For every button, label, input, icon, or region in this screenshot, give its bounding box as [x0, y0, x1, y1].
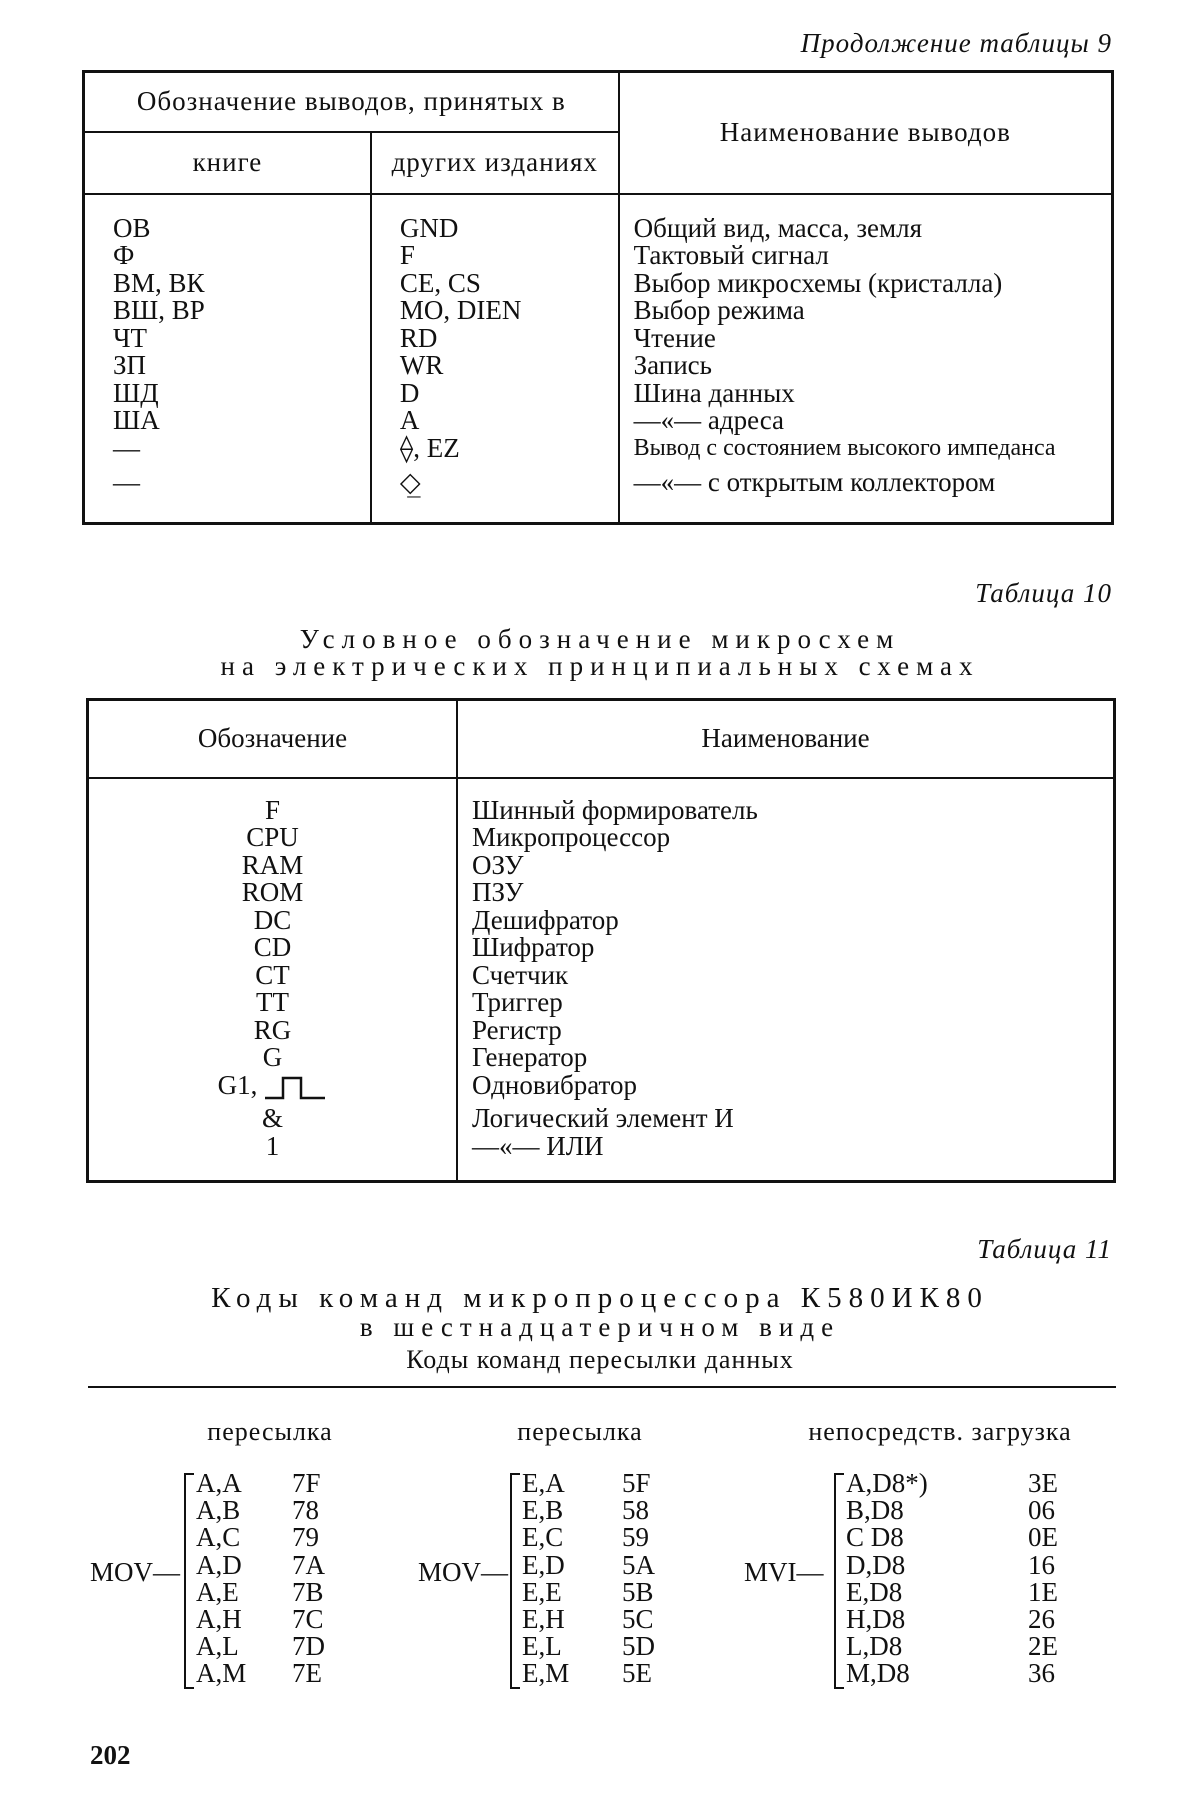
- group2-mnemonic: MOV—: [418, 1557, 509, 1587]
- group2-operand-6: E,H: [522, 1603, 565, 1634]
- table10-header-name: Наименование: [457, 700, 1115, 778]
- table10-symbol-cell-4: ROM: [241, 877, 304, 907]
- group3-codes: [1028, 1470, 1058, 1688]
- table9-name-cell-10: —«— с открытым коллектором: [633, 466, 996, 497]
- table9-book-cell-1: ОВ: [113, 212, 151, 243]
- group2-operand-3: E,C: [522, 1522, 564, 1553]
- group3-operand-6: H,D8: [846, 1603, 906, 1634]
- table10-header-symbol: Обозначение: [88, 700, 458, 778]
- table10-symbol-cell-5: DC: [253, 904, 292, 935]
- table9: [82, 70, 1114, 525]
- table10-symbol-cell-10: G: [262, 1042, 283, 1072]
- table9-name-cell-8: —«— адреса: [633, 405, 785, 435]
- table10-name-cell-1: Шинный формирователь: [472, 794, 758, 825]
- group3-heading: непосредств. загрузка: [808, 1417, 1072, 1446]
- group1-operand-8: A,M: [196, 1658, 247, 1689]
- table9-book-cell-8: ША: [113, 405, 160, 435]
- group3-code-7: 2E: [1028, 1631, 1058, 1662]
- table10-name-cell-4: ПЗУ: [472, 877, 524, 907]
- group3-code-1: 3E: [1028, 1468, 1058, 1498]
- group1-code-2: 78: [292, 1495, 319, 1526]
- table10-name-cell-12: Логический элемент И: [472, 1103, 734, 1133]
- table9-name-cell-1: Общий вид, масса, земля: [633, 212, 923, 243]
- pulse-symbol-icon: [263, 1074, 327, 1100]
- group1-code-7: 7D: [292, 1631, 325, 1662]
- group2-operand-4: E,D: [522, 1549, 565, 1580]
- table10-symbol-cell-7: CT: [255, 959, 290, 990]
- table9-other-cell-7: D: [399, 377, 420, 408]
- group3-code-8: 36: [1028, 1658, 1055, 1689]
- table10-symbol-cell-3: RAM: [241, 849, 304, 880]
- group2-code-2: 58: [622, 1495, 649, 1526]
- table9-header-group: Обозначение выводов, принятых в: [84, 72, 619, 132]
- group2-code-7: 5D: [622, 1631, 655, 1662]
- group1-bracket: [184, 1473, 194, 1689]
- group2-code-3: 59: [622, 1522, 649, 1553]
- group3-operands: [846, 1470, 928, 1688]
- group2-operand-2: E,B: [522, 1495, 564, 1526]
- group3-mnemonic: MVI—: [744, 1557, 824, 1587]
- table9-other-cell-5: RD: [399, 322, 438, 353]
- group1-code-5: 7B: [292, 1576, 324, 1607]
- group1-operand-5: A,E: [196, 1576, 239, 1607]
- table10-symbol-cell-1: F: [264, 794, 281, 825]
- group1-code-3: 79: [292, 1522, 319, 1553]
- table10-name-cell-7: Счетчик: [472, 959, 569, 990]
- table10-symbol-cell-6: CD: [253, 932, 292, 962]
- group3-code-4: 16: [1028, 1549, 1055, 1580]
- group3-code-2: 06: [1028, 1495, 1055, 1526]
- group1-operand-2: A,B: [196, 1495, 241, 1526]
- group1-code-8: 7E: [292, 1658, 322, 1689]
- table11-rule: [88, 1386, 1116, 1388]
- table9-other-cell-3: CE, CS: [399, 267, 481, 298]
- table9-other-cell-8: A: [399, 405, 420, 435]
- group1-operands: [196, 1470, 246, 1688]
- table10-title-line2: на электрических принципиальных схемах: [220, 651, 980, 681]
- table9-header-name: Наименование выводов: [619, 72, 1113, 194]
- group1-code-6: 7C: [292, 1603, 324, 1634]
- table9-header-book: книге: [84, 132, 371, 194]
- group2-heading: пересылка: [517, 1417, 643, 1446]
- group1-operand-7: A,L: [196, 1631, 239, 1662]
- table10: [86, 698, 1116, 1183]
- table9-other-cell-2: F: [399, 240, 415, 270]
- table9-book-cell-10: —: [113, 466, 140, 497]
- group2-operand-8: E,M: [522, 1658, 570, 1689]
- group2-operand-7: E,L: [522, 1631, 562, 1662]
- table9-other-column: [371, 194, 619, 524]
- table9-name-cell-4: Выбор режима: [633, 295, 805, 325]
- group3-code-6: 26: [1028, 1603, 1055, 1634]
- page-number: 202: [90, 1740, 131, 1770]
- table10-symbol-cell-12: &: [261, 1103, 283, 1133]
- table10-name-cell-10: Генератор: [472, 1042, 588, 1072]
- table9-book-cell-7: ШД: [113, 377, 159, 408]
- table10-name-column: [457, 778, 1115, 1182]
- table10-label: Таблица 10: [975, 578, 1112, 608]
- group3-operand-1: A,D8*): [846, 1468, 928, 1498]
- table9-other-cell-4: МО, DIEN: [399, 295, 522, 325]
- group1-code-1: 7F: [292, 1468, 321, 1498]
- table11-title-line2: в шестнадцатеричном виде: [359, 1312, 841, 1342]
- group2-code-4: 5A: [622, 1549, 655, 1580]
- table9-book-cell-4: ВШ, ВР: [113, 295, 205, 325]
- table9-other-cell-9: ⟠, EZ: [399, 432, 460, 463]
- group3-operand-3: C D8: [846, 1522, 904, 1553]
- table10-name-cell-9: Регистр: [472, 1014, 562, 1045]
- table9-other-cell-6: WR: [399, 350, 444, 380]
- table10-symbol-cell-13: 1: [265, 1130, 280, 1161]
- group1-heading: пересылка: [207, 1417, 333, 1446]
- group3-code-3: 0E: [1028, 1522, 1058, 1553]
- group1-codes: [292, 1470, 325, 1688]
- group2-operands: [522, 1470, 569, 1688]
- table10-symbol-cell-9: RG: [253, 1014, 292, 1045]
- table9-header-other: других изданиях: [371, 132, 619, 194]
- table11-subtitle: Коды команд пересылки данных: [406, 1345, 794, 1374]
- group1-code-4: 7A: [292, 1549, 325, 1580]
- table9-name-cell-3: Выбор микросхемы (кристалла): [633, 267, 1003, 298]
- group2-code-8: 5E: [622, 1658, 652, 1689]
- group2-bracket: [510, 1473, 520, 1689]
- table9-name-column: [619, 194, 1113, 524]
- group3-bracket: [834, 1473, 844, 1689]
- group2-operand-5: E,E: [522, 1576, 562, 1607]
- table9-book-cell-2: Ф: [113, 240, 135, 270]
- table9-name-cell-5: Чтение: [633, 322, 716, 353]
- table9-continuation-label: Продолжение таблицы 9: [800, 28, 1112, 58]
- group3-operand-5: E,D8: [846, 1576, 903, 1607]
- table9-book-cell-5: ЧТ: [113, 322, 148, 353]
- group3-operand-8: M,D8: [846, 1658, 910, 1689]
- group1-operand-1: A,A: [196, 1468, 242, 1498]
- table10-name-cell-6: Шифратор: [472, 932, 595, 962]
- table9-other-cell-1: GND: [399, 212, 459, 243]
- table11-title-line1: Коды команд микропроцессора К580ИК80: [211, 1282, 989, 1314]
- group3-operand-7: L,D8: [846, 1631, 903, 1662]
- group2-code-6: 5C: [622, 1603, 654, 1634]
- table9-book-column: [84, 194, 371, 524]
- table9-book-cell-6: ЗП: [113, 350, 147, 380]
- table10-symbol-cell-11: G1,: [89, 1072, 456, 1100]
- table10-name-cell-3: ОЗУ: [472, 849, 524, 880]
- group2-code-1: 5F: [622, 1468, 651, 1498]
- table9-name-cell-6: Запись: [633, 350, 712, 380]
- table10-name-cell-13: —«— ИЛИ: [472, 1130, 604, 1161]
- group1-operand-4: A,D: [196, 1549, 242, 1580]
- group1-operand-6: A,H: [196, 1603, 242, 1634]
- group2-operand-1: E,A: [522, 1468, 565, 1498]
- table9-book-cell-3: ВМ, ВК: [113, 267, 205, 298]
- group2-code-5: 5B: [622, 1576, 654, 1607]
- group3-code-5: 1E: [1028, 1576, 1058, 1607]
- table10-name-cell-11: Одновибратор: [472, 1069, 637, 1100]
- group3-operand-2: B,D8: [846, 1495, 904, 1526]
- table10-name-cell-8: Триггер: [472, 987, 563, 1017]
- group2-codes: [622, 1470, 655, 1688]
- table10-name-cell-2: Микропроцессор: [472, 822, 671, 852]
- table10-title-line1: Условное обозначение микросхем: [299, 624, 901, 654]
- table10-symbol-column: [88, 778, 458, 1182]
- table10-name-cell-5: Дешифратор: [472, 904, 619, 935]
- group3-operand-4: D,D8: [846, 1549, 906, 1580]
- table9-name-cell-7: Шина данных: [633, 377, 795, 408]
- group1-mnemonic: MOV—: [90, 1557, 181, 1587]
- table9-other-cell-10: ◇̲: [399, 466, 421, 497]
- table9-name-cell-9: Вывод с состоянием высокого импеданса: [633, 434, 1056, 461]
- table9-book-cell-9: —: [113, 432, 140, 463]
- table10-symbol-cell-8: TT: [256, 987, 289, 1017]
- table10-symbol-cell-2: CPU: [246, 822, 299, 852]
- table11-label: Таблица 11: [977, 1234, 1112, 1264]
- table9-name-cell-2: Тактовый сигнал: [633, 240, 829, 270]
- group1-operand-3: A,C: [196, 1522, 241, 1553]
